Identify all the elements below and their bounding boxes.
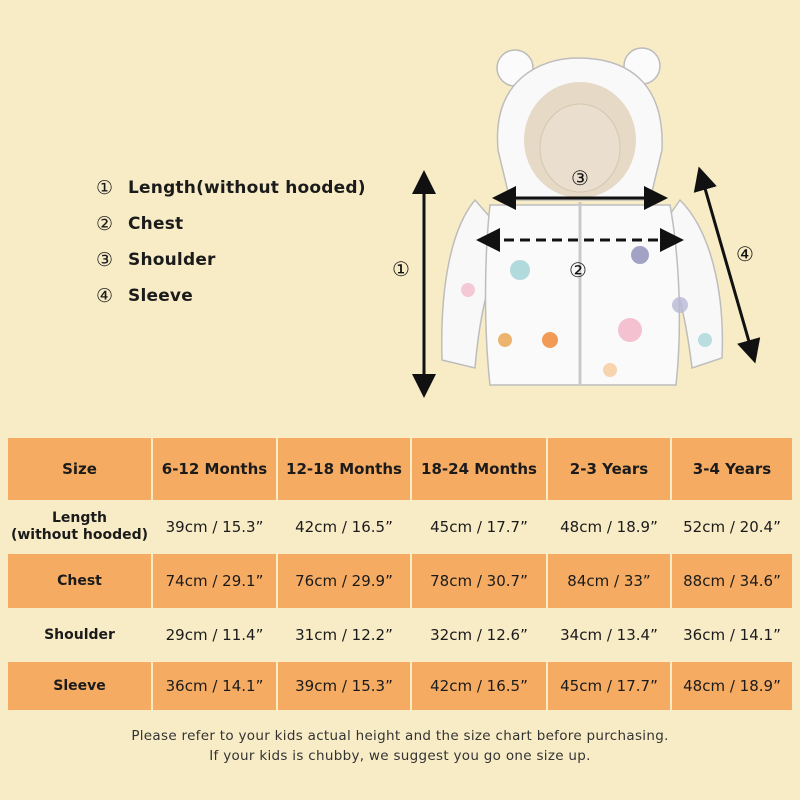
sizing-notes	[0, 726, 800, 766]
table-header-row	[8, 438, 792, 500]
legend-label: Sleeve	[128, 286, 193, 306]
note-line: If your kids is chubby, we suggest you go one size up.	[209, 748, 591, 764]
table-cell: 34cm / 13.4”	[548, 608, 672, 662]
legend-label: Chest	[128, 214, 184, 234]
sleeve-marker: ④	[736, 242, 754, 266]
legend-number: ③	[96, 249, 114, 271]
column-header: 18-24 Months	[412, 438, 548, 500]
table-cell: 74cm / 29.1”	[153, 554, 278, 608]
table-cell: 84cm / 33”	[548, 554, 672, 608]
legend-label: Shoulder	[128, 250, 216, 270]
table-cell: 36cm / 14.1”	[153, 662, 278, 710]
column-header: 12-18 Months	[278, 438, 412, 500]
row-label: Chest	[8, 554, 153, 608]
legend-number: ②	[96, 213, 114, 235]
table-cell: 36cm / 14.1”	[672, 608, 792, 662]
table-cell: 76cm / 29.9”	[278, 554, 412, 608]
measurement-legend	[96, 170, 366, 314]
table-cell: 39cm / 15.3”	[153, 500, 278, 554]
column-header: 2-3 Years	[548, 438, 672, 500]
table-cell: 45cm / 17.7”	[412, 500, 548, 554]
table-cell: 78cm / 30.7”	[412, 554, 548, 608]
table-row-shoulder	[8, 608, 792, 662]
table-cell: 48cm / 18.9”	[672, 662, 792, 710]
column-header: 3-4 Years	[672, 438, 792, 500]
table-row-sleeve	[8, 662, 792, 710]
row-label: Sleeve	[8, 662, 153, 710]
table-row-length	[8, 500, 792, 554]
table-cell: 32cm / 12.6”	[412, 608, 548, 662]
table-row-chest	[8, 554, 792, 608]
table-cell: 48cm / 18.9”	[548, 500, 672, 554]
note-line: Please refer to your kids actual height and the size chart before purchasing.	[131, 728, 669, 744]
legend-item-length	[96, 170, 366, 206]
shoulder-marker: ③	[571, 166, 589, 190]
legend-item-shoulder	[96, 242, 366, 278]
table-cell: 52cm / 20.4”	[672, 500, 792, 554]
table-cell: 31cm / 12.2”	[278, 608, 412, 662]
legend-number: ④	[96, 285, 114, 307]
legend-label: Length(without hooded)	[128, 178, 366, 198]
column-header: 6-12 Months	[153, 438, 278, 500]
table-cell: 29cm / 11.4”	[153, 608, 278, 662]
table-cell: 42cm / 16.5”	[412, 662, 548, 710]
table-cell: 88cm / 34.6”	[672, 554, 792, 608]
legend-number: ①	[96, 177, 114, 199]
row-label-line: Length	[51, 510, 108, 526]
size-chart-table	[8, 438, 792, 710]
legend-item-chest	[96, 206, 366, 242]
length-marker: ①	[392, 257, 410, 281]
chest-marker: ②	[569, 258, 587, 282]
row-label-line: (without hooded)	[10, 527, 149, 543]
table-cell: 45cm / 17.7”	[548, 662, 672, 710]
row-label: Shoulder	[8, 608, 153, 662]
row-label	[8, 500, 153, 554]
table-cell: 42cm / 16.5”	[278, 500, 412, 554]
table-cell: 39cm / 15.3”	[278, 662, 412, 710]
column-header: Size	[8, 438, 153, 500]
jacket-illustration	[442, 48, 723, 385]
legend-item-sleeve	[96, 278, 366, 314]
jacket-measurement-diagram	[380, 40, 800, 400]
